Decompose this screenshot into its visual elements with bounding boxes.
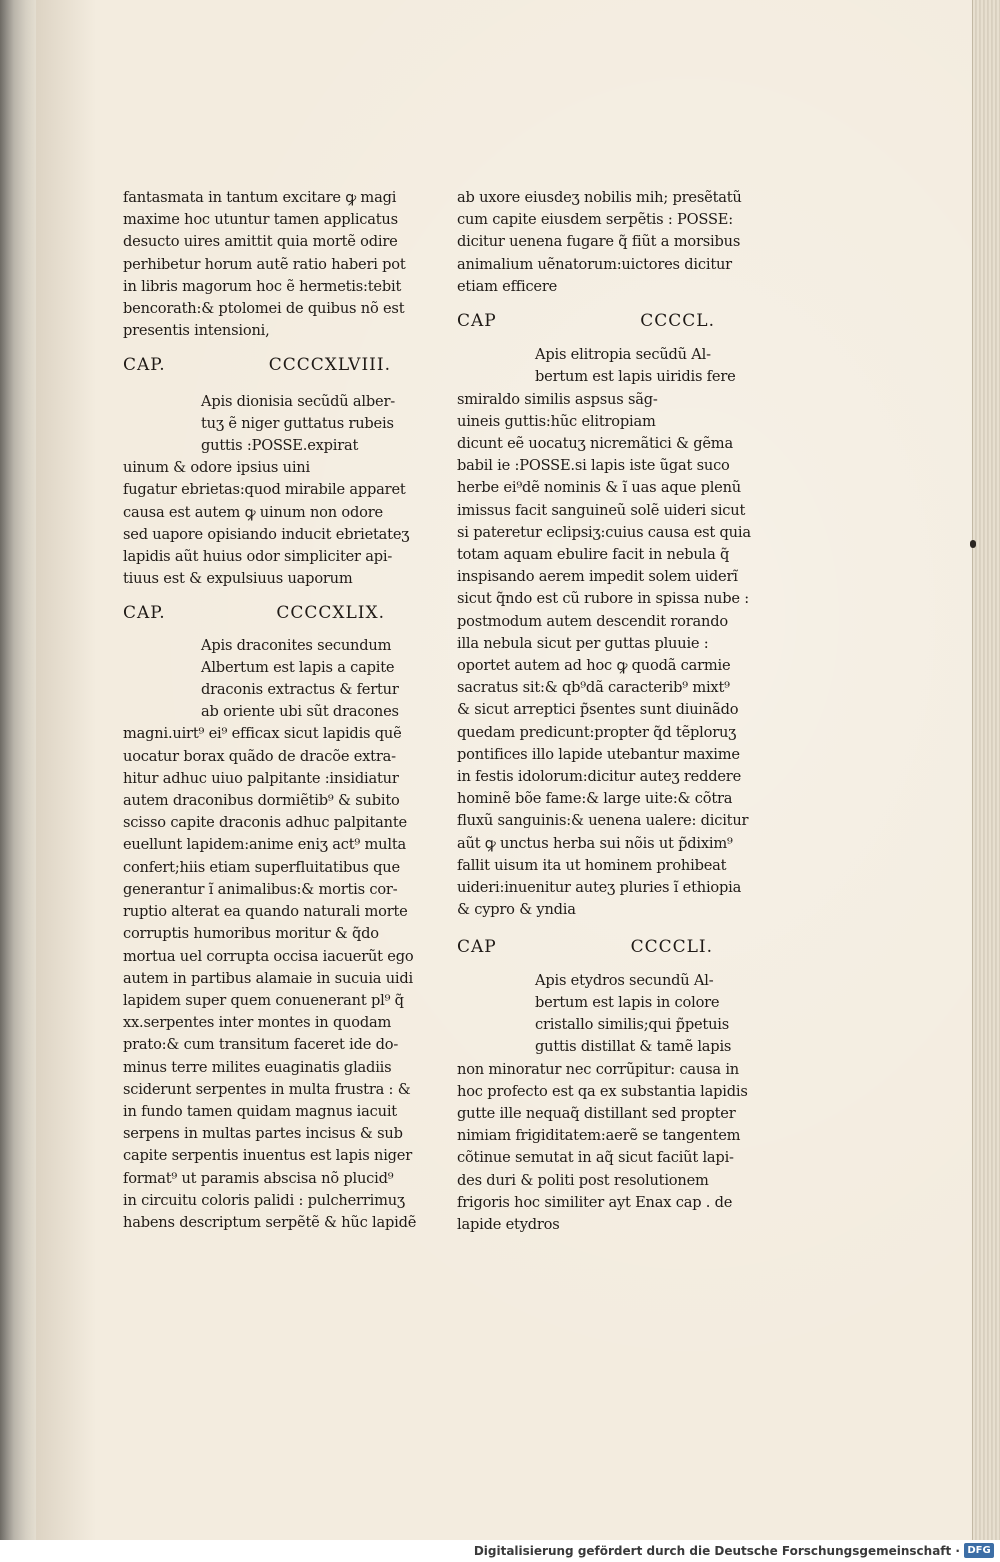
text-line: & cypro & yndia bbox=[457, 901, 576, 919]
text-line: totam aquam ebulire facit in nebula q̃ bbox=[457, 546, 730, 564]
chapter-text bbox=[123, 391, 410, 591]
text-line: tiuus est & expulsiuus uaporum bbox=[123, 570, 353, 588]
text-line: bertum est lapis uiridis fere bbox=[535, 368, 736, 386]
text-line: Albertum est lapis a capite bbox=[201, 658, 395, 676]
text-line: euellunt lapidem:anime eniʒ act⁹ multa bbox=[123, 836, 406, 854]
page-stack-edge bbox=[972, 0, 1000, 1540]
text-line: fluxũ sanguinis:& uenena ualere: dicitur bbox=[457, 812, 749, 830]
text-line: babil ie :POSSE.si lapis iste ũgat suco bbox=[457, 457, 730, 475]
text-line: prato:& cum transitum faceret ide do- bbox=[123, 1036, 399, 1054]
text-line: draconis extractus & fertur bbox=[201, 681, 399, 699]
text-line: inspisando aerem impedit solem uiderĩ bbox=[457, 568, 738, 586]
footer-bar bbox=[0, 1540, 1000, 1562]
text-line: lapidem super quem conuenerant pl⁹ q̃ bbox=[123, 991, 404, 1009]
chapter-heading bbox=[123, 602, 385, 624]
text-line: confert;hiis etiam superfluitatibus que bbox=[123, 858, 400, 876]
text-line: generantur ĩ animalibus:& mortis cor- bbox=[123, 880, 398, 898]
text-line: uocatur borax quãdo de dracõe extra- bbox=[123, 747, 396, 765]
text-line: Apis dionisia secũdũ alber- bbox=[201, 392, 395, 410]
text-line: fantasmata in tantum excitare ꝙ magi bbox=[123, 189, 397, 206]
text-line: autem in partibus alamaie in sucuia uidi bbox=[123, 969, 414, 987]
text-line: in fundo tamen quidam magnus iacuit bbox=[123, 1102, 397, 1120]
chapter-number: CCCCLI. bbox=[630, 936, 713, 957]
text-line: ab uxore eiusdeʒ nobilis mih; presẽtatũ bbox=[457, 189, 742, 206]
text-line: serpens in multas partes incisus & sub bbox=[123, 1125, 403, 1143]
text-line: nimiam frigiditatem:aerẽ se tangentem bbox=[457, 1127, 741, 1145]
text-line: sacratus sit:& qb⁹dã caracterib⁹ mixt⁹ bbox=[457, 679, 730, 697]
text-line: causa est autem ꝙ uinum non odore bbox=[123, 503, 383, 521]
text-line: tuʒ ẽ niger guttatus rubeis bbox=[201, 414, 394, 432]
chapter-heading bbox=[123, 354, 391, 376]
text-line: hominẽ bõe fame:& large uite:& cõtra bbox=[457, 790, 733, 808]
text-line: cristallo similis;qui p̃petuis bbox=[535, 1016, 730, 1034]
text-line: bencorath:& ptolomei de quibus nõ est bbox=[123, 300, 405, 318]
text-line: Apis elitropia secũdũ Al- bbox=[535, 346, 711, 364]
text-line: imissus facit sanguineũ solẽ uideri sicut bbox=[457, 501, 746, 519]
text-line: uinum & odore ipsius uini bbox=[123, 459, 310, 477]
text-line: quedam predicunt:propter q̃d tẽploruʒ bbox=[457, 723, 737, 741]
text-line: lapidis aũt huius odor simpliciter api- bbox=[123, 548, 393, 566]
left-intro-text bbox=[123, 187, 406, 342]
text-line: fugatur ebrietas:quod mirabile apparet bbox=[123, 481, 406, 499]
text-line: ruptio alterat ea quando naturali morte bbox=[123, 903, 408, 921]
text-line: bertum est lapis in colore bbox=[535, 993, 720, 1011]
book-binding-edge bbox=[0, 0, 40, 1540]
text-line: cum capite eiusdem serpẽtis : POSSE: bbox=[457, 211, 733, 229]
text-line: desucto uires amittit quia mortẽ odire bbox=[123, 233, 398, 251]
text-line: perhibetur horum autẽ ratio haberi pot bbox=[123, 255, 406, 273]
text-line: format⁹ ut paramis abscisa nõ plucid⁹ bbox=[123, 1169, 394, 1187]
text-line: oportet autem ad hoc ꝙ quodã carmie bbox=[457, 657, 731, 675]
text-line: sciderunt serpentes in multa frustra : & bbox=[123, 1080, 411, 1098]
text-line: des duri & politi post resolutionem bbox=[457, 1171, 709, 1189]
text-line: gutte ille nequaq̃ distillant sed propter bbox=[457, 1104, 736, 1122]
text-line: maxime hoc utuntur tamen applicatus bbox=[123, 211, 398, 229]
text-line: scisso capite draconis adhuc palpitante bbox=[123, 814, 407, 832]
chapter-cap: CAP. bbox=[123, 603, 166, 624]
ink-spot bbox=[970, 540, 976, 548]
text-line: uideri:inuenitur auteʒ pluries ĩ ethiopia bbox=[457, 879, 742, 897]
text-line: cõtinue semutat in aq̃ sicut faciũt lapi- bbox=[457, 1149, 734, 1167]
text-line: & sicut arreptici p̃sentes sunt diuinãdo bbox=[457, 701, 739, 719]
text-line: corruptis humoribus moritur & q̃do bbox=[123, 925, 379, 943]
text-line: dicitur uenena fugare q̃ fiũt a morsibus bbox=[457, 233, 741, 251]
text-line: uineis guttis:hũc elitropiam bbox=[457, 412, 656, 430]
text-line: in festis idolorum:dicitur auteʒ reddere bbox=[457, 768, 742, 786]
text-line: si pateretur eclipsiʒ:cuius causa est quia bbox=[457, 523, 751, 541]
text-line: sed uapore opisiando inducit ebrietateʒ bbox=[123, 525, 410, 543]
right-intro-text bbox=[457, 187, 742, 298]
text-line: illa nebula sicut per guttas pluuie : bbox=[457, 634, 709, 652]
text-line: hoc profecto est qa ex substantia lapidis bbox=[457, 1082, 748, 1100]
text-line: autem draconibus dormiẽtib⁹ & subito bbox=[123, 792, 400, 810]
funding-note: Digitalisierung gefördert durch die Deutsche Forschungsgemeinschaft · bbox=[473, 1544, 960, 1558]
text-line: animalium uẽnatorum:uictores dicitur bbox=[457, 255, 732, 273]
text-line: frigoris hoc similiter ayt Enax cap . de bbox=[457, 1193, 733, 1211]
text-line: capite serpentis inuentus est lapis niger bbox=[123, 1147, 413, 1165]
text-line: smiraldo similis aspsus sãg- bbox=[457, 390, 658, 408]
chapter-cap: CAP bbox=[457, 936, 497, 957]
dfg-logo: DFG bbox=[964, 1543, 994, 1558]
text-line: Apis draconites secundum bbox=[201, 636, 392, 654]
text-line: Apis etydros secundũ Al- bbox=[535, 971, 714, 989]
text-line: guttis :POSSE.expirat bbox=[201, 437, 359, 455]
chapter-number: CCCCL. bbox=[640, 311, 715, 332]
text-line: in circuitu coloris palidi : pulcherrimuʒ bbox=[123, 1191, 405, 1209]
text-line: sicut q̃ndo est cũ rubore in spissa nube : bbox=[457, 590, 749, 608]
text-line: ab oriente ubi sũt dracones bbox=[201, 703, 399, 721]
chapter-text bbox=[123, 635, 417, 1234]
chapter-cap: CAP. bbox=[123, 355, 166, 376]
text-line: lapide etydros bbox=[457, 1215, 560, 1233]
text-line: fallit uisum ita ut hominem prohibeat bbox=[457, 856, 727, 874]
text-line: presentis intensioni, bbox=[123, 322, 270, 340]
text-line: magni.uirt⁹ ei⁹ efficax sicut lapidis quẽ bbox=[123, 725, 402, 743]
text-line: mortua uel corrupta occisa iacuerũt ego bbox=[123, 947, 414, 965]
chapter-text bbox=[457, 970, 748, 1236]
chapter-cap: CAP bbox=[457, 311, 497, 332]
text-line: dicunt eẽ uocatuʒ nicremãtici & gẽma bbox=[457, 435, 733, 453]
text-line: guttis distillat & tamẽ lapis bbox=[535, 1038, 732, 1056]
text-line: habens descriptum serpẽtẽ & hũc lapidẽ bbox=[123, 1213, 417, 1231]
text-line: aũt ꝙ unctus herba sui nõis ut p̃dixim⁹ bbox=[457, 834, 733, 852]
chapter-heading bbox=[457, 310, 715, 332]
text-line: herbe ei⁹dẽ nominis & ĩ uas aque plenũ bbox=[457, 479, 742, 497]
text-line: etiam efficere bbox=[457, 277, 558, 295]
chapter-number: CCCCXLIX. bbox=[276, 603, 385, 624]
text-line: postmodum autem descendit rorando bbox=[457, 612, 728, 630]
text-line: pontifices illo lapide utebantur maxime bbox=[457, 745, 740, 763]
left-column bbox=[123, 187, 417, 1234]
chapter-number: CCCCXLVIII. bbox=[268, 355, 391, 376]
text-line: minus terre milites euaginatis gladiis bbox=[123, 1058, 392, 1076]
right-column bbox=[457, 187, 751, 1236]
text-line: non minoratur nec corrũpitur: causa in bbox=[457, 1060, 740, 1078]
text-line: in libris magorum hoc ẽ hermetis:tebit bbox=[123, 277, 402, 295]
text-line: xx.serpentes inter montes in quodam bbox=[123, 1014, 392, 1032]
chapter-text bbox=[457, 344, 751, 921]
text-line: hitur adhuc uiuo palpitante :insidiatur bbox=[123, 769, 399, 787]
chapter-heading bbox=[457, 936, 713, 958]
